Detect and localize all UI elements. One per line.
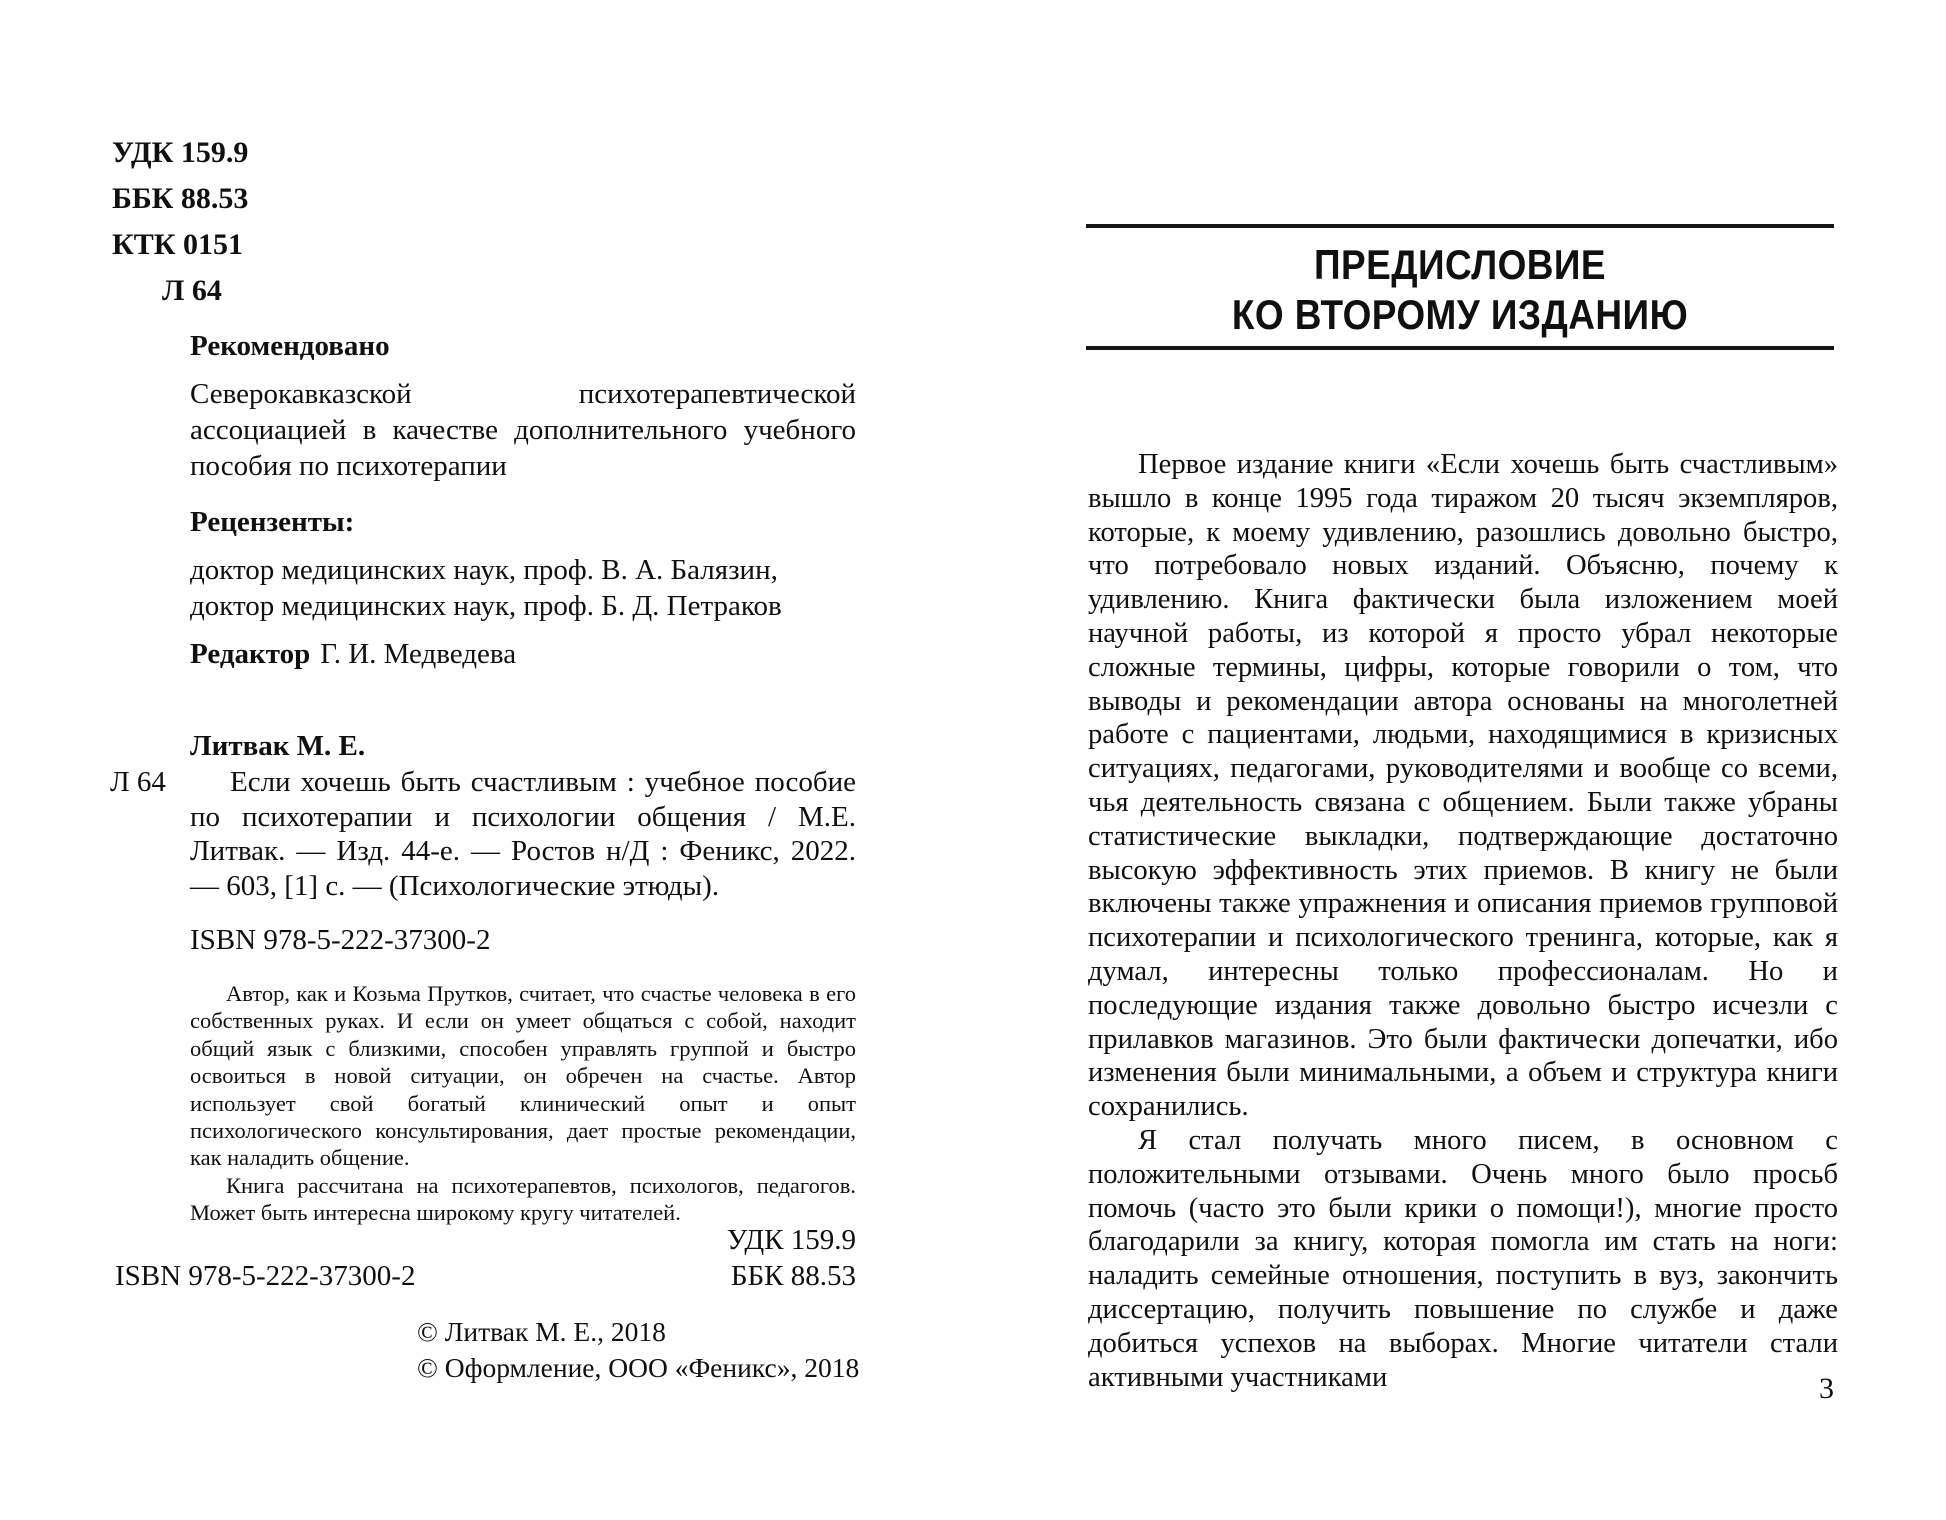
ktk-code: КТК 0151 bbox=[112, 228, 244, 261]
editor-line bbox=[190, 636, 856, 672]
reviewers-list bbox=[190, 552, 856, 624]
page-number: 3 bbox=[1819, 1372, 1834, 1405]
footer-line bbox=[115, 1258, 856, 1294]
annotation-block-item: Автор, как и Козьма Прутков, считает, что счастье человека в его собственных руках. И если он умеет общаться с собой, находит общий язык с близкими, способен управлять группой и быстро освоиться в новой ситуации, он обречен на счастье. Автор использует свой богатый клинический опыт и опыт психологического консультирования, дает простые рекомендации, как наладить общение. bbox=[190, 981, 856, 1171]
recommendation-text: Северокавказской психотерапевтической ассоциацией в качестве дополнительного учебного пособия по психотерапии bbox=[190, 378, 856, 482]
bbk-code: ББК 88.53 bbox=[112, 182, 249, 215]
reviewers-block bbox=[190, 504, 856, 624]
heading-rule-top bbox=[1086, 224, 1834, 228]
reviewers-list-item: доктор медицинских наук, проф. Б. Д. Петраков bbox=[190, 590, 782, 622]
preface-body-item: Первое издание книги «Если хочешь быть счастливым» вышло в конце 1995 года тиражом 20 тысяч экземпляров, которые, к моему удивлению, разошлись довольно быстро, что потребовало новых изданий. Объясню, почему к удивлению. Книга фактически была изложением моей научной работы, из которой я просто убрал некоторые сложные термины, цифры, которые говорили о том, что выводы и рекомендации автора основаны на многолетней работе с пациентами, людьми, находящимися в кризисных ситуациях, педагогами, руководителями и вообще со всеми, чья деятельность связана с общением. Были также убраны статистические выкладки, подтверждающие достаточно высокую эффективность этих приемов. В книгу не были включены также упражнения и описания приемов групповой психотерапии и психологического тренинга, которые, как я думал, интересны только профессионалам. Но и последующие издания также довольно быстро исчезли с прилавков магазинов. Это были фактически допечатки, ибо изменения были минимальными, а объем и структура книги сохранились. bbox=[1088, 449, 1838, 1123]
preface-body bbox=[1088, 448, 1838, 1394]
editor-label: Редактор bbox=[190, 638, 311, 670]
udk-footer: УДК 159.9 bbox=[726, 1224, 856, 1256]
recommendation-label: Рекомендовано bbox=[190, 330, 390, 362]
preface-body-item: Я стал получать много писем, в основном с положительными отзывами. Очень много было просьб помочь (часто это были крики о помощи!), многие просто благодарили за книгу, которая помогла им стать на ноги: наладить семейные отношения, поступить в вуз, закончить диссертацию, получить повышение по службе и даже добиться успехов на выборах. Многие читатели стали активными участниками bbox=[1088, 1124, 1838, 1393]
preface-heading-line1: ПРЕДИСЛОВИЕ bbox=[1314, 241, 1606, 288]
isbn-footer: ISBN 978-5-222-37300-2 bbox=[115, 1260, 416, 1292]
catalog-description: Если хочешь быть счастливым : учебное пособие по психотерапии и психологии общения / М.Е. Литвак. — Изд. 44-е. — Ростов н/Д : Феникс, 2022. — 603, [1] с. — (Психологические этюды). bbox=[190, 766, 856, 902]
catalog-code: Л 64 bbox=[110, 766, 166, 798]
copyright-block-item: © Литвак М. Е., 2018 bbox=[417, 1316, 666, 1347]
reviewers-label: Рецензенты: bbox=[190, 506, 355, 538]
preface-heading-line2: КО ВТОРОМУ ИЗДАНИЮ bbox=[1231, 291, 1689, 338]
udk-code: УДК 159.9 bbox=[112, 136, 249, 169]
isbn-catalog: ISBN 978-5-222-37300-2 bbox=[190, 924, 491, 956]
classification-codes bbox=[112, 130, 248, 314]
reviewers-list-item: доктор медицинских наук, проф. В. А. Балязин, bbox=[190, 554, 778, 586]
annotation-block-item: Книга рассчитана на психотерапевтов, психологов, педагогов. Может быть интересна широкому кругу читателей. bbox=[190, 1172, 856, 1226]
catalog-card bbox=[110, 765, 856, 903]
copyright-block-item: © Оформление, ООО «Феникс», 2018 bbox=[417, 1352, 860, 1383]
preface-heading bbox=[1086, 240, 1834, 340]
author-sign-code: Л 64 bbox=[162, 274, 222, 307]
annotation-block bbox=[190, 980, 856, 1227]
bbk-footer: ББК 88.53 bbox=[730, 1260, 856, 1292]
heading-rule-bottom bbox=[1086, 346, 1834, 350]
editor-name: Г. И. Медведева bbox=[320, 638, 517, 670]
copyright-block bbox=[417, 1314, 937, 1386]
recommendation-block bbox=[190, 328, 856, 484]
catalog-author: Литвак М. Е. bbox=[190, 730, 366, 762]
